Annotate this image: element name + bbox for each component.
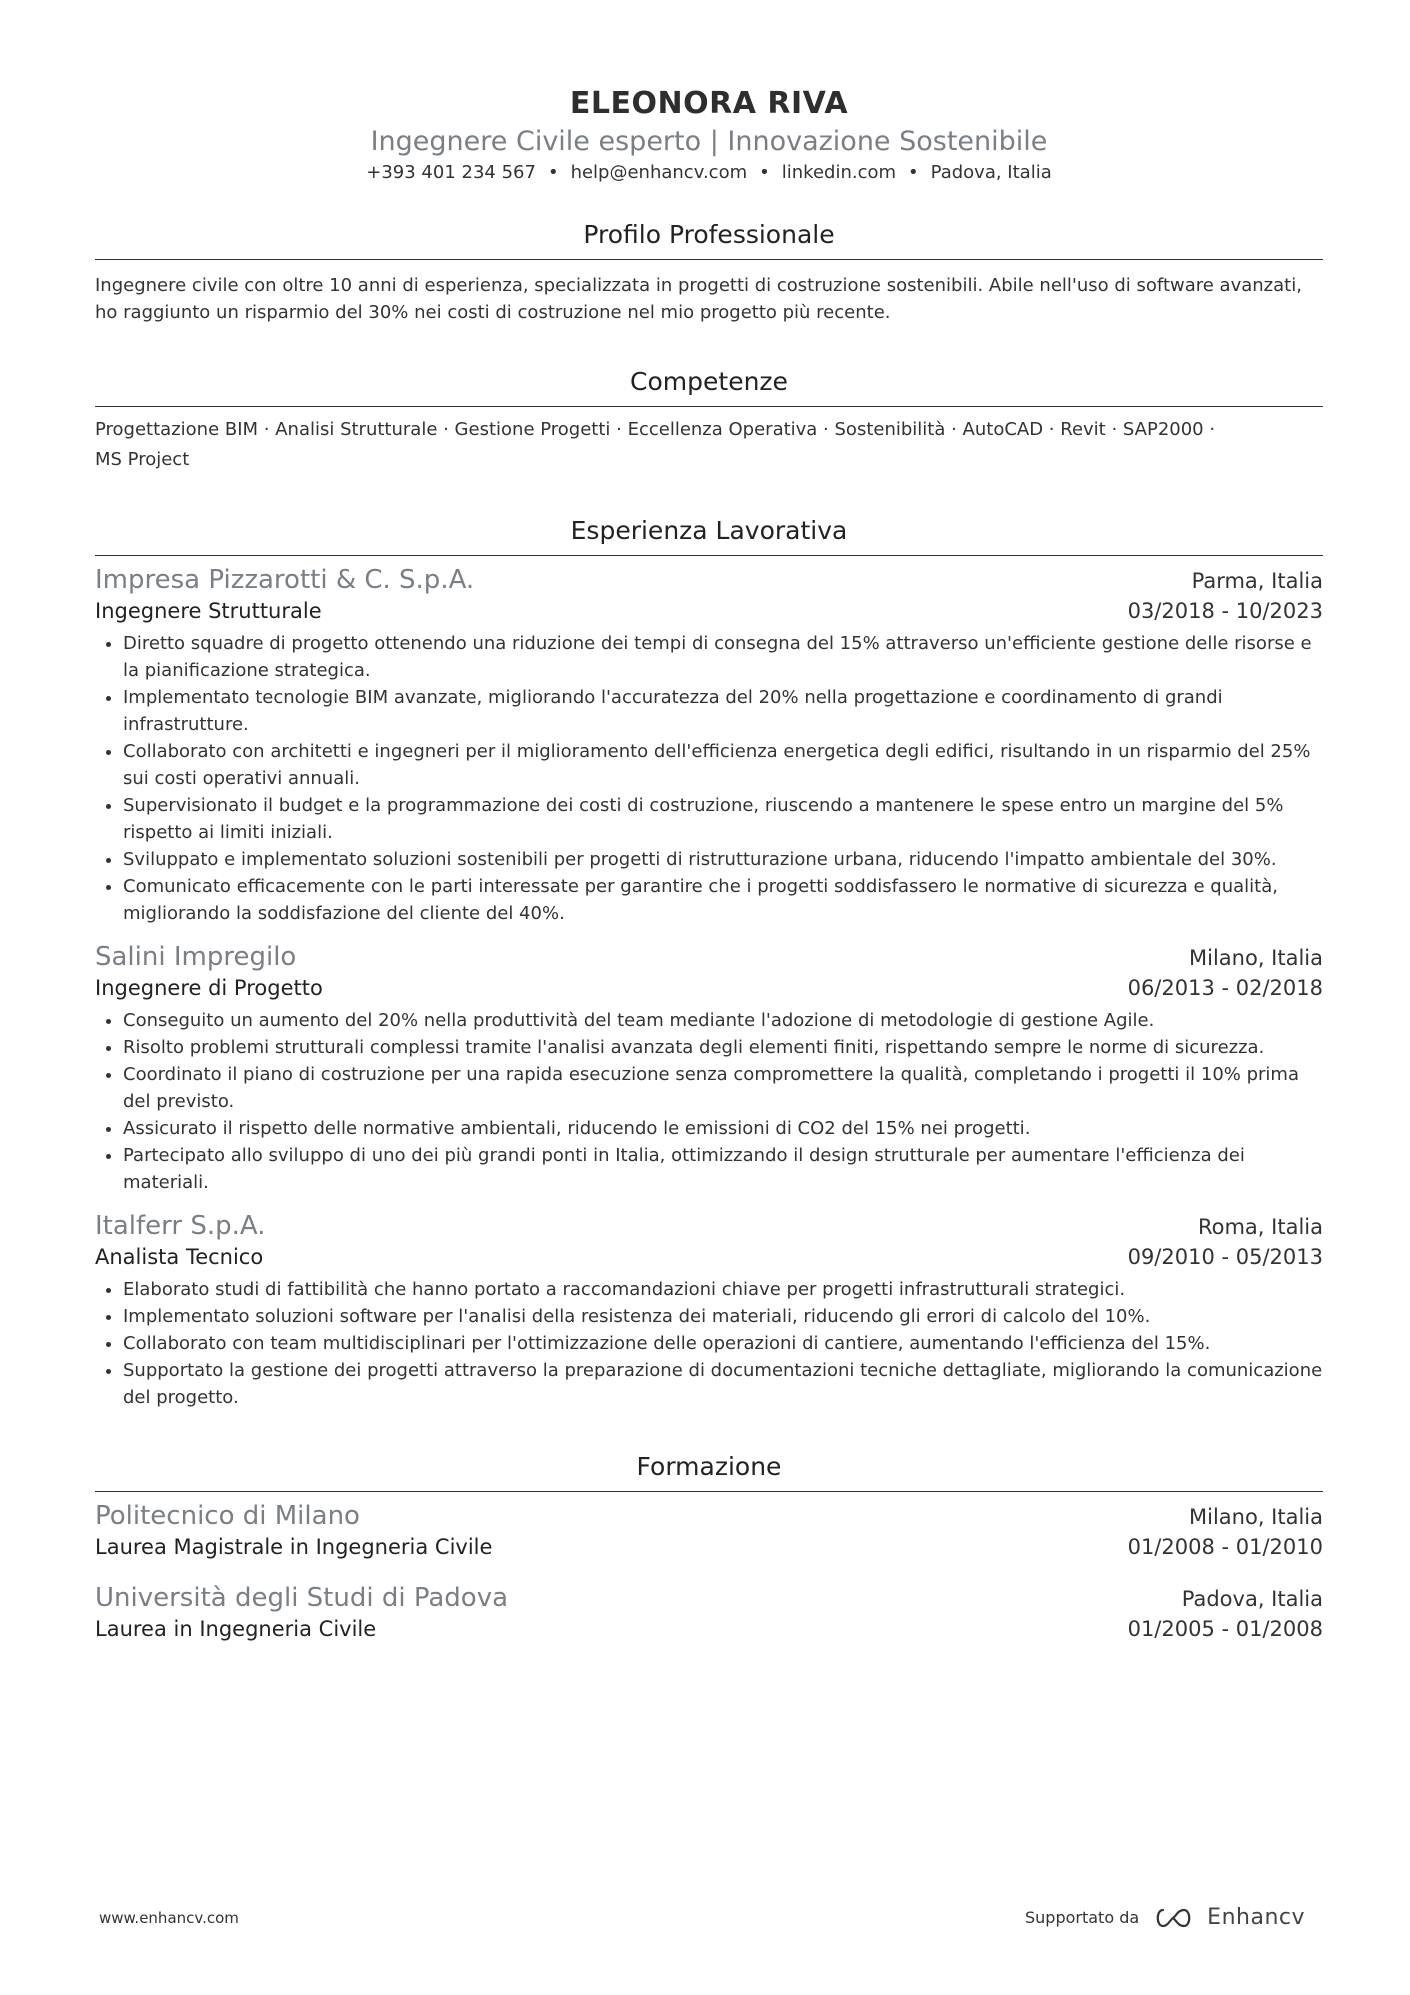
job-bullet: • Supervisionato il budget e la programmazione dei costi di costruzione, riuscendo a mantenere le spese entro un margine del 5% rispetto ai limiti iniziali. — [123, 792, 1323, 846]
job-subheader — [95, 973, 1323, 1003]
job-bullet: • Diretto squadre di progetto ottenendo una riduzione dei tempi di consegna del 15% attraverso un'efficiente gestione delle risorse e la pianificazione strategica. — [123, 630, 1323, 684]
education-location: Milano, Italia — [1189, 1505, 1323, 1529]
contact-line — [95, 161, 1323, 185]
job-location: Roma, Italia — [1197, 1215, 1323, 1239]
job-subheader — [95, 1242, 1323, 1272]
candidate-name: ELEONORA RIVA — [569, 86, 849, 121]
job-dates: 09/2010 - 05/2013 — [1127, 1245, 1323, 1269]
skills-line: MS Project — [95, 449, 190, 470]
profile-summary: Ingegnere civile con oltre 10 anni di esperienza, specializzata in progetti di costruzione sostenibili. Abile nell'uso di software avanzati, ho raggiunto un risparmio del 30% nei costi di costruzione nel mio progetto più recente. — [95, 275, 1302, 323]
section-title-skills: Competenze — [95, 366, 1323, 407]
education-header — [95, 1500, 1323, 1532]
email-link[interactable]: help@enhancv.com — [570, 162, 748, 183]
job-bullet: • Collaborato con architetti e ingegneri per il miglioramento dell'efficienza energetica degli edifici, risultando in un risparmio del 25% sui costi operativi annuali. — [123, 738, 1323, 792]
powered-by-text: Supportato da — [1025, 1908, 1140, 1927]
education-subheader — [95, 1614, 1323, 1644]
bullet-separator: • — [908, 162, 919, 183]
footer-website-link[interactable]: www.enhancv.com — [99, 1908, 239, 1927]
education-location: Padova, Italia — [1181, 1587, 1323, 1611]
education-school: Politecnico di Milano — [95, 1501, 360, 1531]
skills-line: Progettazione BIM · Analisi Strutturale · Gestione Progetti · Eccellenza Operativa · Sostenibilità · AutoCAD · Revit · SAP2000 · — [95, 419, 1216, 440]
job-bullet: • Implementato tecnologie BIM avanzate, migliorando l'accuratezza del 20% nella progettazione e coordinamento di grandi infrastrutture. — [123, 684, 1323, 738]
education-section — [95, 1451, 1323, 1644]
education-degree: Laurea Magistrale in Ingegneria Civile — [95, 1535, 493, 1559]
education-entry — [95, 1500, 1323, 1562]
job-bullets — [95, 630, 1323, 927]
candidate-headline: Ingegnere Civile esperto | Innovazione Sostenibile — [370, 126, 1048, 157]
job-bullets — [95, 1007, 1323, 1196]
job-bullet: • Assicurato il rispetto delle normative ambientali, riducendo le emissioni di CO2 del 15% nei progetti. — [123, 1115, 1323, 1142]
resume-header — [95, 0, 1323, 185]
job-header — [95, 564, 1323, 596]
job-entry — [95, 564, 1323, 927]
job-bullet: • Conseguito un aumento del 20% nella produttività del team mediante l'adozione di metodologie di gestione Agile. — [123, 1007, 1323, 1034]
resume-page — [95, 0, 1323, 1644]
experience-section — [95, 515, 1323, 1411]
job-bullet: • Elaborato studi di fattibilità che hanno portato a raccomandazioni chiave per progetti infrastrutturali strategici. — [123, 1276, 1323, 1303]
job-bullet: • Partecipato allo sviluppo di uno dei più grandi ponti in Italia, ottimizzando il design strutturale per aumentare l'efficienza dei materiali. — [123, 1142, 1323, 1196]
linkedin-link[interactable]: linkedin.com — [781, 162, 897, 183]
job-entry — [95, 941, 1323, 1196]
job-location: Milano, Italia — [1189, 946, 1323, 970]
job-entry — [95, 1210, 1323, 1411]
job-header — [95, 1210, 1323, 1242]
job-header — [95, 941, 1323, 973]
bullet-separator: • — [547, 162, 559, 183]
education-degree: Laurea in Ingegneria Civile — [95, 1617, 377, 1641]
job-bullet: • Comunicato efficacemente con le parti interessate per garantire che i progetti soddisfassero le normative di sicurezza e qualità, migliorando la soddisfazione del cliente del 40%. — [123, 873, 1323, 927]
footer-brand — [1025, 1905, 1305, 1930]
education-dates: 01/2008 - 01/2010 — [1127, 1535, 1323, 1559]
education-subheader — [95, 1532, 1323, 1562]
page-footer — [99, 1905, 1305, 1930]
job-role: Analista Tecnico — [95, 1245, 264, 1269]
job-location: Parma, Italia — [1191, 569, 1323, 593]
education-dates: 01/2005 - 01/2008 — [1127, 1617, 1323, 1641]
job-bullets — [95, 1276, 1323, 1411]
job-bullet: • Implementato soluzioni software per l'analisi della resistenza dei materiali, riducendo gli errori di calcolo del 10%. — [123, 1303, 1323, 1330]
job-company: Impresa Pizzarotti & C. S.p.A. — [95, 565, 475, 595]
skills-list — [95, 415, 1323, 475]
job-bullet: • Sviluppato e implementato soluzioni sostenibili per progetti di ristrutturazione urbana, riducendo l'impatto ambientale del 30%. — [123, 846, 1323, 873]
skills-section — [95, 366, 1323, 475]
location-text: Padova, Italia — [930, 162, 1052, 183]
job-dates: 03/2018 - 10/2023 — [1127, 599, 1323, 623]
job-dates: 06/2013 - 02/2018 — [1127, 976, 1323, 1000]
education-entry — [95, 1582, 1323, 1644]
job-role: Ingegnere Strutturale — [95, 599, 322, 623]
job-bullet: • Coordinato il piano di costruzione per una rapida esecuzione senza compromettere la qualità, completando i progetti il 10% prima del previsto. — [123, 1061, 1323, 1115]
job-role: Ingegnere di Progetto — [95, 976, 323, 1000]
education-school: Università degli Studi di Padova — [95, 1583, 509, 1613]
enhancv-logo-icon[interactable] — [1153, 1905, 1305, 1930]
job-bullet: • Supportato la gestione dei progetti attraverso la preparazione di documentazioni tecniche dettagliate, migliorando la comunicazione del progetto. — [123, 1357, 1323, 1411]
phone-number: +393 401 234 567 — [366, 162, 536, 183]
job-company: Salini Impregilo — [95, 942, 297, 972]
education-header — [95, 1582, 1323, 1614]
job-bullet: • Collaborato con team multidisciplinari per l'ottimizzazione delle operazioni di cantiere, aumentando l'efficienza del 15%. — [123, 1330, 1323, 1357]
profile-section — [95, 219, 1323, 326]
enhancv-logo-text: Enhancv — [1207, 1905, 1305, 1930]
section-title-profile: Profilo Professionale — [95, 219, 1323, 260]
section-title-experience: Esperienza Lavorativa — [95, 515, 1323, 556]
job-bullet: • Risolto problemi strutturali complessi tramite l'analisi avanzata degli elementi finiti, rispettando sempre le norme di sicurezza. — [123, 1034, 1323, 1061]
job-company: Italferr S.p.A. — [95, 1211, 266, 1241]
bullet-separator: • — [759, 162, 770, 183]
section-title-education: Formazione — [95, 1451, 1323, 1492]
job-subheader — [95, 596, 1323, 626]
